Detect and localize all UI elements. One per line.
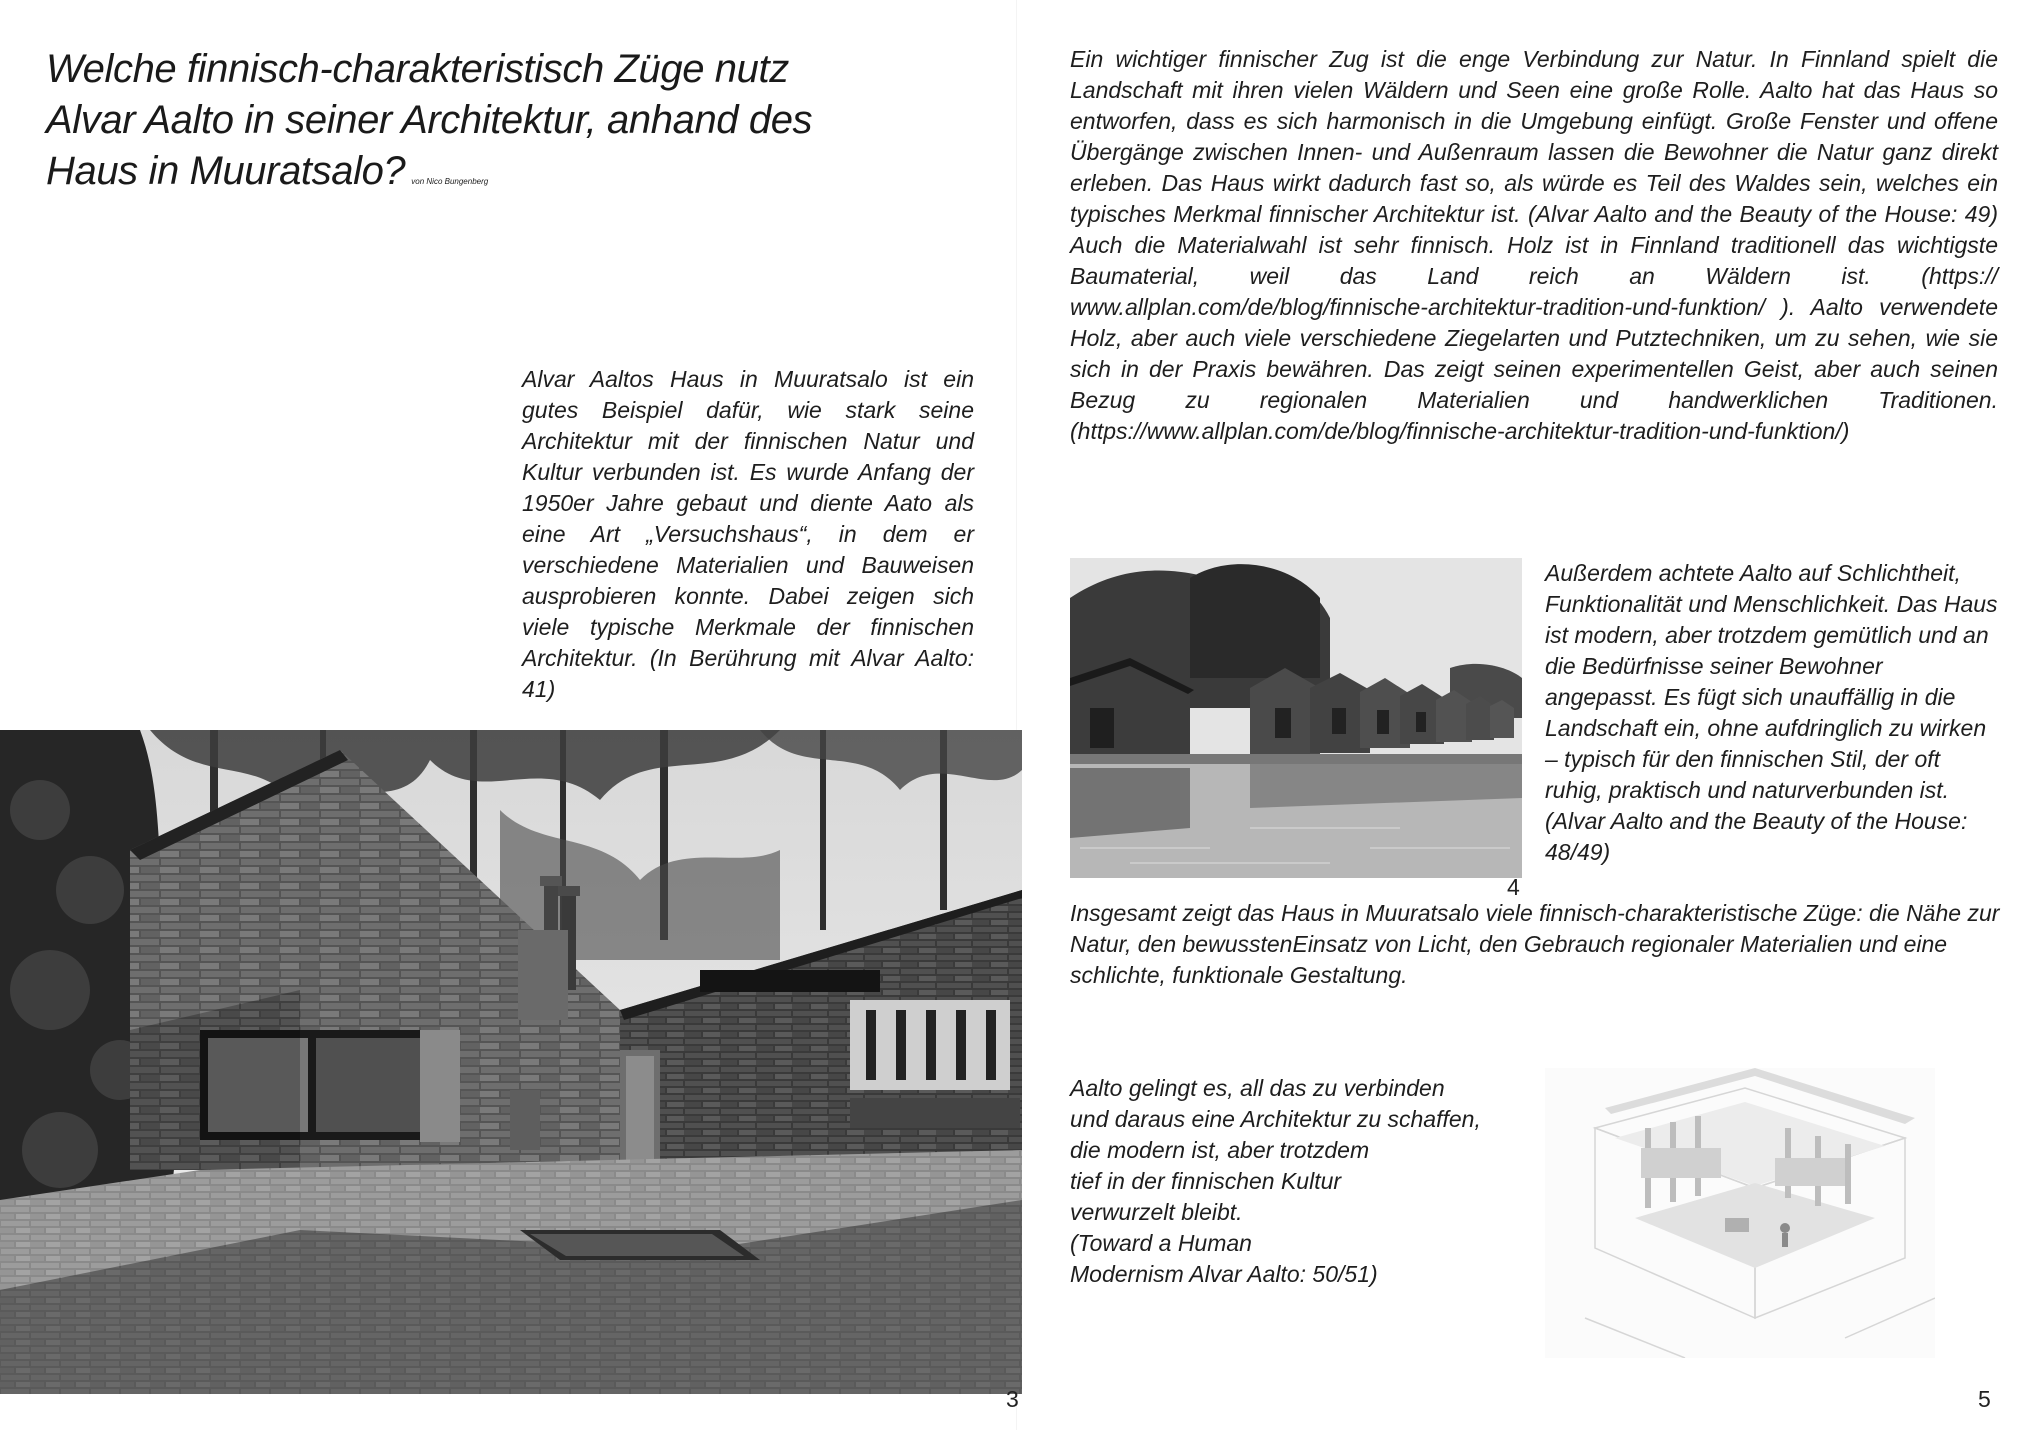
boathouses-photo-graphic <box>1070 558 1522 878</box>
conclusion-paragraph: Aalto gelingt es, all das zu verbinden und daraus eine Architektur zu schaffen, die modern ist, aber trotzdem tief in der finnischen Kultur verwurzelt bleibt. (Toward a Human Modernism Alvar Aalto: 50/51) <box>1070 1075 1481 1287</box>
architecture-model-graphic <box>1545 1068 1935 1358</box>
courtyard-photo-graphic <box>0 730 1022 1394</box>
author-credit: von Nico Bungenberg <box>411 177 489 186</box>
boathouses-photo <box>1070 558 1522 878</box>
intro-paragraph: Alvar Aaltos Haus in Muuratsalo ist ein gutes Beispiel dafür, wie stark seine Architektur mit der finnischen Natur und Kultur verbunden ist. Es wurde Anfang der 1950er Jahre gebaut und diente Aato als eine Art „Versuchshaus“, in dem er verschiedene Materialien und Bauweisen ausprobieren konnte. Dabei zeigen sich viele typische Merkmale der finnischen Architektur. (In Berührung mit Alvar Aalto: 41) <box>522 366 974 702</box>
article-title <box>46 44 886 197</box>
title-text: Welche finnisch-charakteristisch Züge nutz Alvar Aalto in seiner Architektur, anhand des Haus in Muuratsalo? <box>46 47 813 193</box>
page-number-left: 3 <box>1006 1386 1019 1412</box>
muuratsalo-courtyard-photo <box>0 730 1022 1394</box>
architecture-model-image <box>1545 1068 1935 1358</box>
summary-paragraph: Insgesamt zeigt das Haus in Muuratsalo viele finnisch-charakteristische Züge: die Nähe zur Natur, den bewusstenEinsatz von Licht, den Gebrauch regionaler Materialien und eine schlichte, funktionale Gestaltung. <box>1070 900 2000 988</box>
image-page-number: 4 <box>1507 874 1520 900</box>
nature-paragraph: Ein wichtiger finnischer Zug ist die enge Verbindung zur Natur. In Finnland spielt die Landschaft mit ihren vielen Wäldern und Seen eine große Rolle. Aalto hat das Haus so entworfen, dass es sich harmonisch in die Umgebung einfügt. Große Fenster und offene Übergänge zwischen Innen- und Außenraum lassen die Bewohner die Natur ganz direkt erleben. Das Haus wirkt dadurch fast so, als würde es Teil des Waldes sein, welches ein typisches Merkmal finnischer Architektur ist. (Alvar Aalto and the Beauty of the House: 49) Auch die Materialwahl ist sehr finnisch. Holz ist in Finnland traditionell das wichtigste Baumaterial, weil das Land reich an Wäldern ist. (https:// www.allplan.com/de/blog/finnische-architektur-tradition-und-funktion/ ). Aalto verwendete Holz, aber auch viele verschiedene Ziegelarten und Putztechniken, um zu sehen, wie sie sich in der Praxis bewähren. Das zeigt seinen experimentellen Geist, aber auch seinen Bezug zu regionalen Materialien und handwerklichen Traditionen. (https://www.allplan.com/de/blog/finnische-architektur-tradition-und-funktion/) <box>1070 46 1998 444</box>
extra-paragraph: Außerdem achtete Aalto auf Schlichtheit, Funktionalität und Menschlichkeit. Das Haus ist modern, aber trotzdem gemütlich und an die Bedürfnisse seiner Bewohner angepasst. Es fügt sich unauffällig in die Landschaft ein, ohne aufdringlich zu wirken – typisch für den finnischen Stil, der oft ruhig, praktisch und naturverbunden ist. (Alvar Aalto and the Beauty of the House: 48/49) <box>1545 560 1998 865</box>
page-number-right: 5 <box>1978 1386 1991 1412</box>
